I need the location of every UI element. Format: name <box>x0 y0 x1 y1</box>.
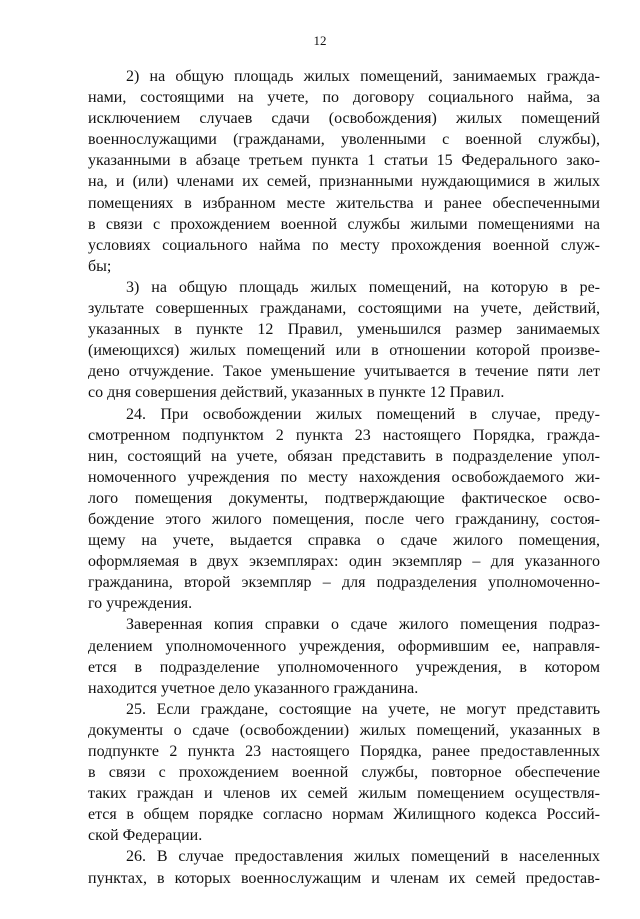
text-line: подпункте 2 пункта 23 настоящего Порядка, ранее предоставленных <box>88 743 600 760</box>
text-line: документы о сдаче (освобождении) жилых помещений, указанных в <box>88 721 600 739</box>
text-line: в связи с прохождением военной службы жилыми помещениями на <box>88 215 600 233</box>
text-line: 24. При освобождении жилых помещений в случае, преду- <box>126 405 600 423</box>
paragraph-25 <box>88 699 600 847</box>
text-line: нами, состоящими на учете, по договору социального найма, за <box>88 89 600 107</box>
document-body <box>88 66 600 889</box>
text-line: в связи с прохождением военной службы, повторное обеспечение <box>88 764 600 782</box>
text-line: зультате совершенных гражданами, состоящими на учете, действий, <box>88 300 600 318</box>
text-line: нин, состоящий на учете, обязан представить в подразделение упол- <box>88 447 600 465</box>
text-line: указанных в пункте 12 Правил, уменьшился размер занимаемых <box>88 321 600 339</box>
text-line: пунктах, в которых военнослужащим и членам их семей предостав- <box>88 869 600 887</box>
text-line: со дня совершения действий, указанных в пункте 12 Правил. <box>88 384 505 402</box>
text-line: 26. В случае предоставления жилых помещений в населенных <box>126 848 600 866</box>
text-line: 2) на общую площадь жилых помещений, занимаемых гражда- <box>126 68 600 85</box>
paragraph-26 <box>88 846 600 888</box>
text-line: исключением случаев сдачи (освобождения) жилых помещений <box>88 110 600 128</box>
text-line: номоченного учреждения по месту нахождения освобождаемого жи- <box>88 468 600 486</box>
text-line: указанными в абзаце третьем пункта 1 статьи 15 Федерального зако- <box>88 152 600 170</box>
text-line: ской Федерации. <box>88 827 203 845</box>
text-line: бы; <box>88 257 112 275</box>
text-line: (имеющихся) жилых помещений или в отношении которой произве- <box>88 342 600 360</box>
text-line: бождение этого жилого помещения, после чего гражданину, состоя- <box>88 510 600 528</box>
paragraph-24 <box>88 404 600 615</box>
text-line: щему на учете, выдается справка о сдаче жилого помещения, <box>88 532 600 550</box>
text-line: смотренном подпунктом 2 пункта 23 настоящего Порядка, гражда- <box>88 426 600 444</box>
paragraph-24-certified-copy <box>88 614 600 698</box>
text-line: находится учетное дело указанного гражданина. <box>88 679 419 697</box>
text-line: оформляемая в двух экземплярах: один экземпляр – для указанного <box>88 553 600 571</box>
text-line: делением уполномоченного учреждения, оформившим ее, направля- <box>88 637 600 655</box>
text-line: таких граждан и членов их семей жилым помещением осуществля- <box>88 785 600 803</box>
paragraph-item-3 <box>88 277 600 404</box>
text-line: лого помещения документы, подтверждающие фактическое осво- <box>88 489 600 507</box>
text-line: Заверенная копия справки о сдаче жилого помещения подраз- <box>126 616 600 634</box>
text-line: условиях социального найма по месту прохождения военной служ- <box>88 236 600 254</box>
text-line: 25. Если граждане, состоящие на учете, не могут представить <box>126 700 600 718</box>
text-line: гражданина, второй экземпляр – для подразделения уполномоченно- <box>88 574 600 592</box>
text-line: го учреждения. <box>88 595 193 613</box>
text-line: военнослужащими (гражданами, уволенными с военной службы), <box>88 131 600 149</box>
page-number: 12 <box>313 33 327 48</box>
text-line: помещениях в избранном месте жительства и ранее обеспеченными <box>88 194 600 212</box>
text-line: дено отчуждение. Такое уменьшение учитывается в течение пяти лет <box>88 363 600 381</box>
text-line: ется в общем порядке согласно нормам Жилищного кодекса Россий- <box>88 806 600 824</box>
text-line: на, и (или) членами их семей, признанными нуждающимися в жилых <box>88 173 600 191</box>
text-line: 3) на общую площадь жилых помещений, на которую в ре- <box>126 278 600 296</box>
text-line: ется в подразделение уполномоченного учреждения, в котором <box>88 658 600 676</box>
paragraph-item-2 <box>88 66 600 277</box>
